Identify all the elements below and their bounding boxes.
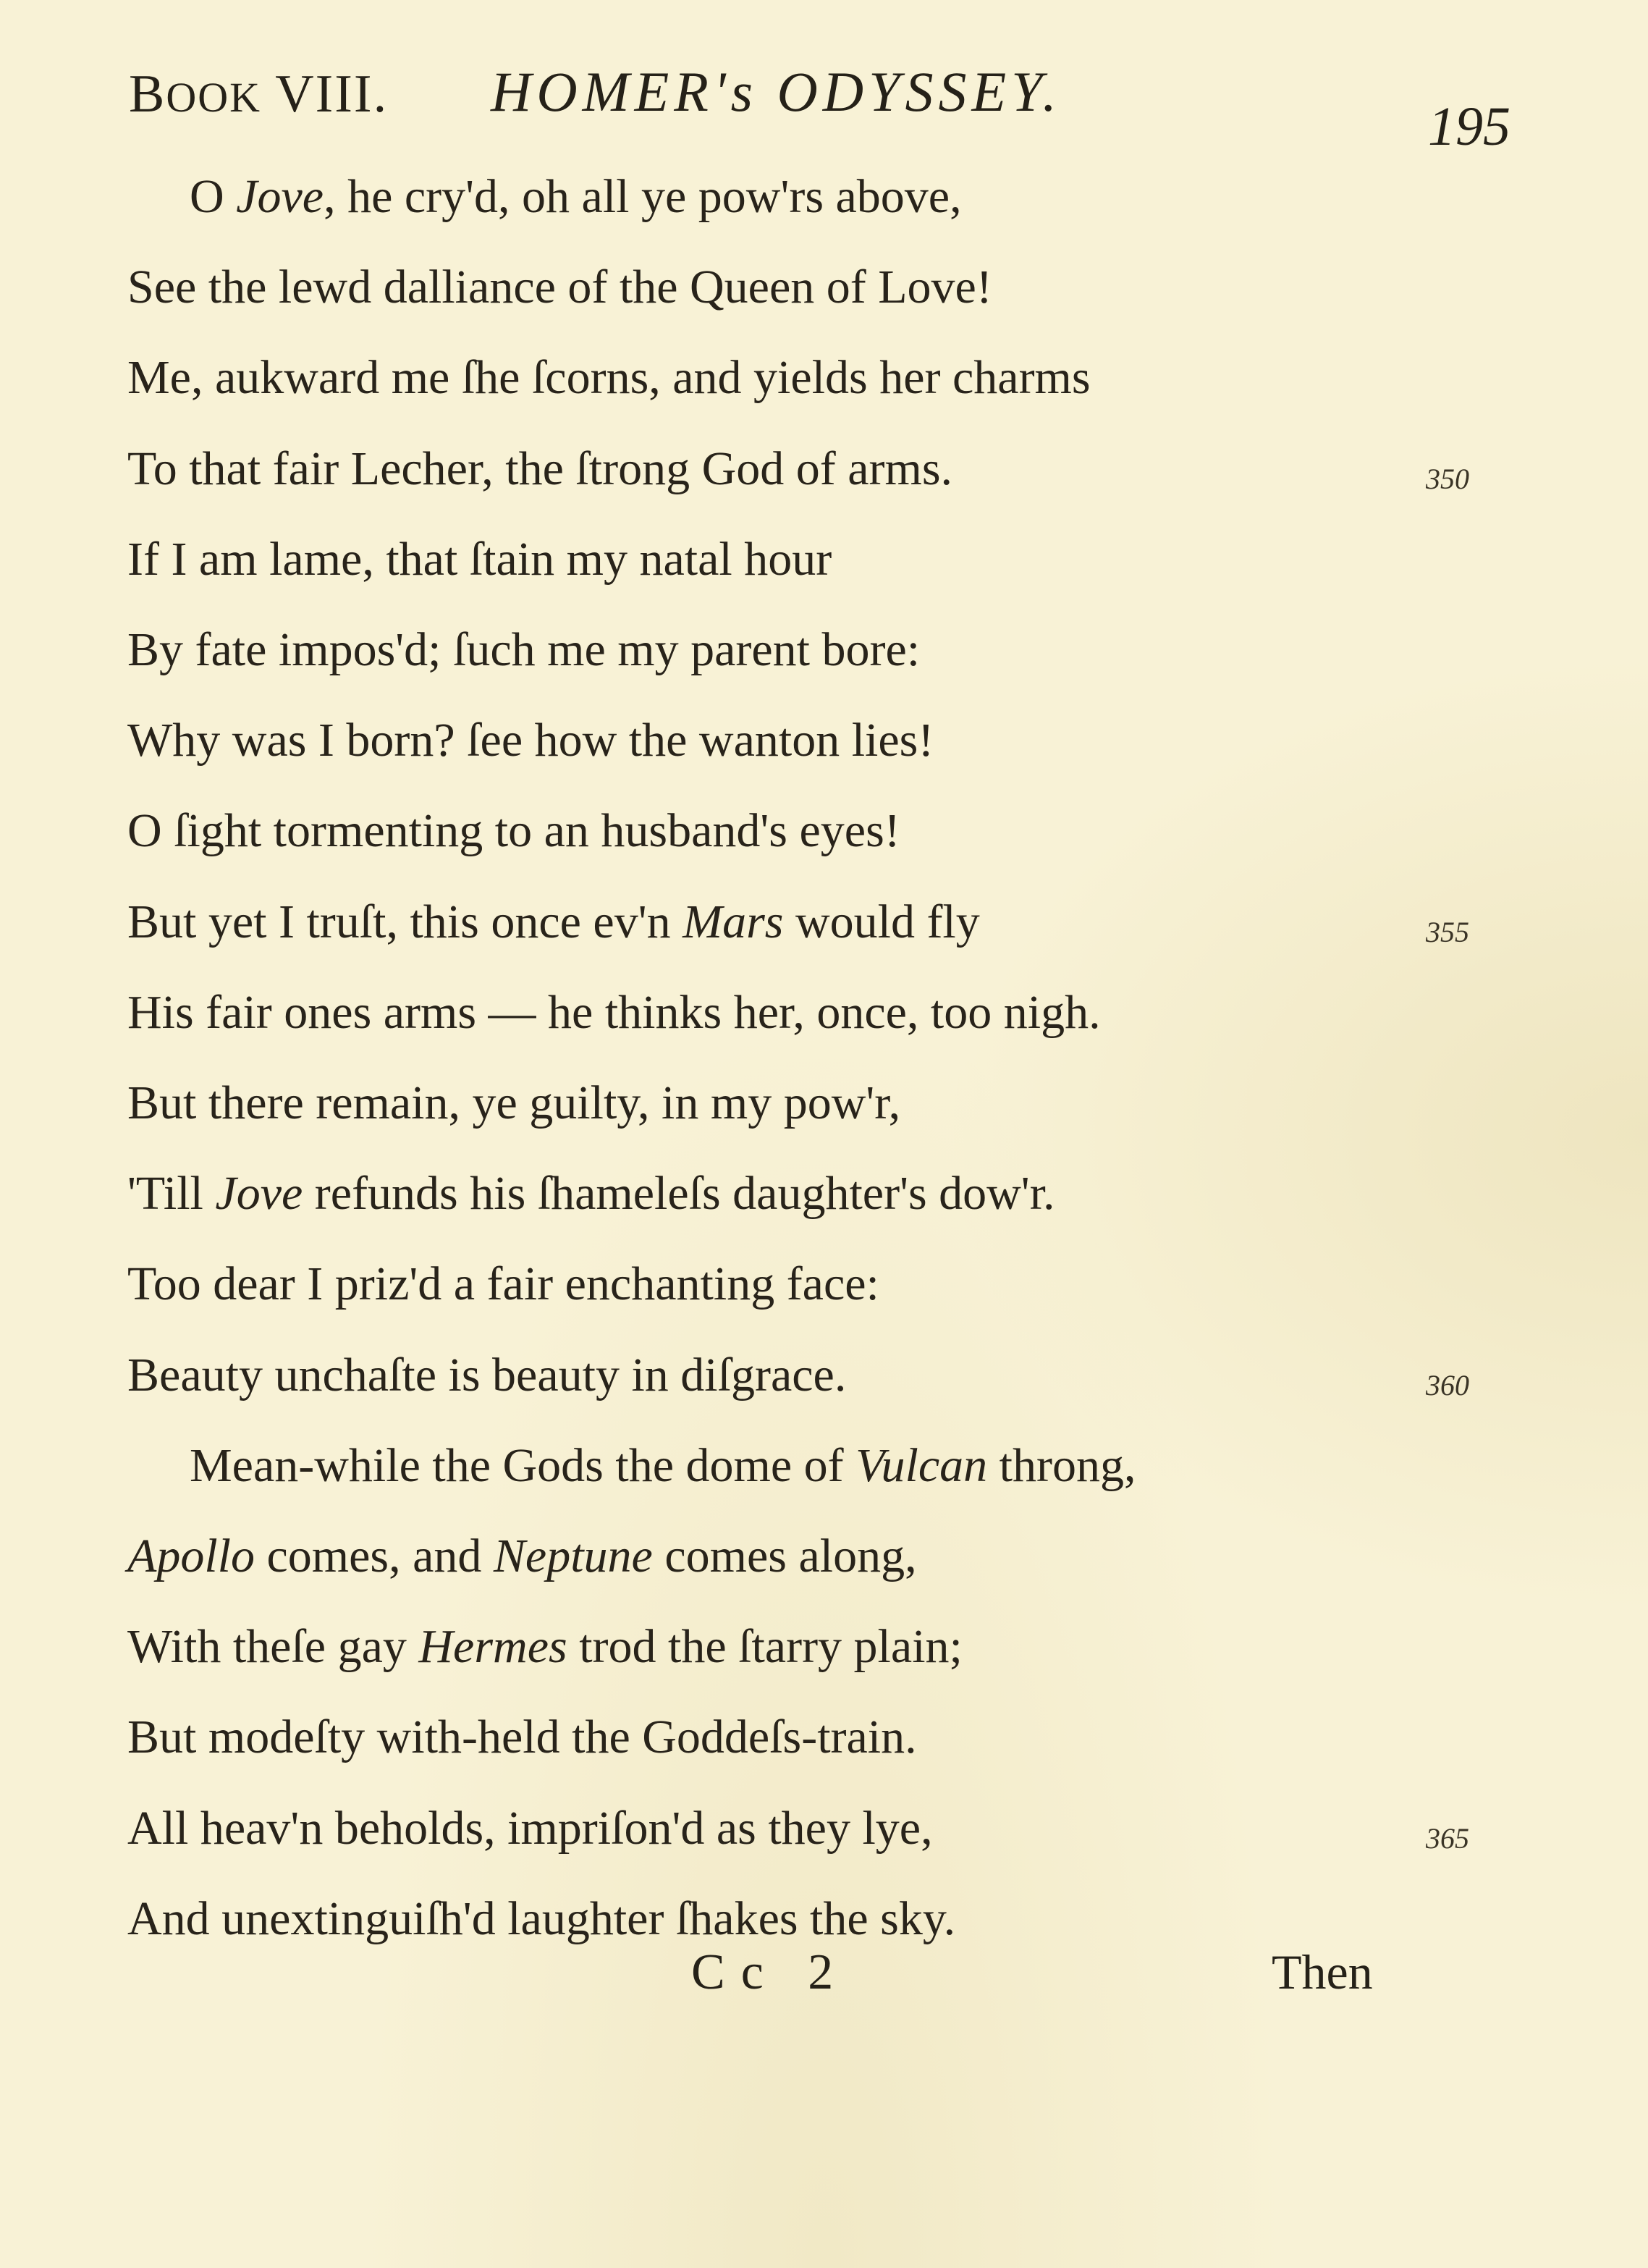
verse-text: throng, (987, 1439, 1136, 1492)
verse-italic-name: Jove (236, 170, 324, 223)
verse-line (127, 1708, 917, 1766)
verse-text: Beauty unchaſte is beauty in diſgrace. (127, 1349, 847, 1401)
verse-italic-name: Neptune (493, 1530, 653, 1582)
book-label (129, 64, 388, 125)
verse-text: If I am lame, that ſtain my natal hour (127, 533, 832, 586)
verse-line (127, 1618, 963, 1676)
verse-line (190, 168, 962, 226)
verse-italic-name: Vulcan (855, 1439, 988, 1492)
verse-text: comes, and (255, 1530, 494, 1582)
verse-text: would fly (783, 895, 980, 948)
running-head (129, 59, 1540, 157)
verse-line (127, 802, 900, 860)
verse-line (127, 621, 920, 679)
verse-line (127, 1890, 955, 1948)
line-number: 365 (1426, 1822, 1469, 1855)
verse-text: But modeſty with-held the Goddeſs-train. (127, 1711, 917, 1763)
verse-text: See the lewd dalliance of the Queen of Love! (127, 261, 992, 313)
verse-italic-name: Apollo (127, 1530, 255, 1582)
book-label-initial: B (129, 64, 166, 124)
verse-text: 'Till (127, 1167, 216, 1220)
verse-italic-name: Hermes (418, 1620, 567, 1673)
verse-text: Why was I born? ſee how the wanton lies! (127, 714, 934, 767)
catchword: Then (1272, 1944, 1373, 1999)
verse-italic-name: Jove (215, 1167, 303, 1220)
verse-text: Me, aukward me ſhe ſcorns, and yields her charms (127, 351, 1091, 404)
line-number: 355 (1426, 916, 1469, 948)
book-number: VIII. (261, 64, 389, 124)
verse-line (127, 1074, 900, 1132)
verse-line (127, 258, 992, 316)
verse-line (127, 349, 1091, 407)
verse-text: All heav'n beholds, impriſon'd as they lye, (127, 1802, 933, 1855)
verse-text: trod the ſtarry plain; (567, 1620, 963, 1673)
verse-text: To that fair Lecher, the ſtrong God of arms. (127, 442, 953, 495)
book-label-smallcaps: OOK (166, 74, 262, 121)
verse-line (127, 1527, 917, 1585)
verse-text: By fate impos'd; ſuch me my parent bore: (127, 623, 921, 676)
verse-text: comes along, (652, 1530, 917, 1582)
page-number: 195 (1428, 96, 1510, 157)
verse-line (127, 1800, 933, 1858)
verse-text: Too dear I priz'd a fair enchanting face: (127, 1257, 879, 1310)
verse-italic-name: Mars (683, 895, 784, 948)
verse-text: O (190, 170, 237, 223)
verse-line (190, 1437, 1136, 1495)
verse-line (127, 1346, 846, 1404)
verse-text: refunds his ſhameleſs daughter's dow'r. (303, 1167, 1055, 1220)
line-number: 360 (1426, 1369, 1469, 1401)
verse-line (127, 440, 952, 498)
running-title: HOMER's ODYSSEY. (491, 60, 1062, 123)
verse-text: But yet I truſt, this once ev'n (127, 895, 683, 948)
verse-line (127, 893, 980, 951)
verse-line (127, 984, 1101, 1042)
verse-text: And unextinguiſh'd laughter ſhakes the sky. (127, 1892, 956, 1945)
verse-line (127, 1165, 1055, 1223)
verse-text: O ſight tormenting to an husband's eyes! (127, 804, 900, 857)
verse-text: His fair ones arms — he thinks her, once, too nigh. (127, 986, 1101, 1039)
verse-text: , he cry'd, oh all ye pow'rs above, (324, 170, 962, 223)
verse-line (127, 531, 832, 589)
printer-signature: Cc 2 (691, 1944, 850, 2000)
verse-text: With theſe gay (127, 1620, 419, 1673)
verse-line (127, 712, 934, 770)
line-number: 350 (1426, 463, 1469, 495)
verse-text: Mean-while the Gods the dome of (190, 1439, 856, 1492)
verse-text: But there remain, ye guilty, in my pow'r, (127, 1076, 901, 1129)
verse-line (127, 1255, 879, 1313)
